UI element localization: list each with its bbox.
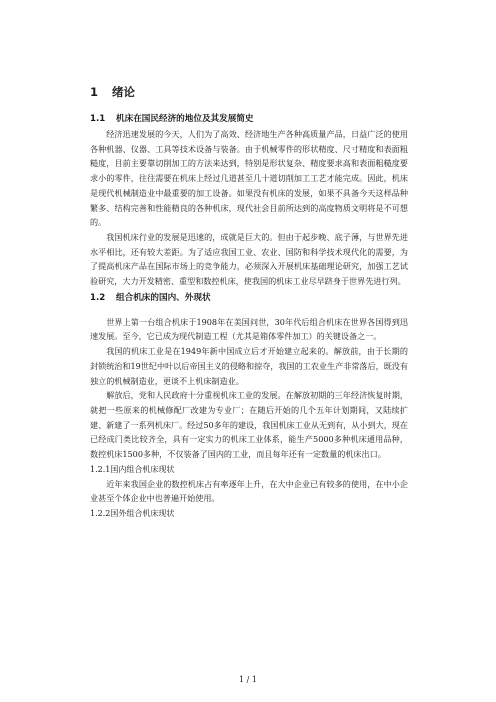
paragraph: 解放后，党和人民政府十分重视机床工业的发展。在解放初期的三年经济恢复时期，就把一些原来的机械修配厂改建为专业厂；在随后开始的几个五年计划期间，又陆续扩建、新建了一系列机床厂。经过50多年的建设，我国机床工业从无到有，从小到大，现在已经成门类比较齐全，具有一定实力的机床工业体系，能生产5000多种机床通用品种，数控机床1500多种，不仅装备了国内的工业，而且每年还有一定数量的机床出口。 [90, 390, 408, 460]
section-1-1-heading [90, 113, 408, 126]
chapter-heading [90, 84, 408, 100]
paragraph: 经济迅速发展的今天，人们为了高效、经济地生产各种高质量产品，日益广泛的使用各种机器、仪器、工具等技术设备与装备。由于机械零件的形状精度、尺寸精度和表面粗糙度，目前主要靠切削加工的方法来达到，特别是形状复杂、精度要求高和表面粗糙度要求小的零件，往往需要在机床上经过几道甚至几十道切削加工工艺才能完成。因此，机床是现代机械制造业中最重要的加工设备。如果没有机床的发展，如果不具备今天这样品种繁多、结构完善和性能精良的各种机床，现代社会目前所达到的高度物质文明将是不可想的。 [90, 129, 408, 228]
paragraph: 我国机床行业的发展是迅速的，成就是巨大的。但由于起步晚、底子薄，与世界先进水平相比，还有较大差距。为了适应我国工业、农业、国防和科学技术现代化的需要，为了提高机床产品在国际市场上的竞争能力，必须深入开展机床基础理论研究，加强工艺试验研究，大力开发精密、重型和数控机床，使我国的机床工业尽早跻身于世界先进行列。 [90, 231, 408, 287]
page-number: 1 / 1 [239, 675, 257, 684]
page-content [90, 84, 408, 521]
section-1-1-title: 机床在国民经济的地位及其发展简史 [116, 114, 254, 124]
section-1-1-number: 1.1 [90, 114, 106, 124]
paragraph: 我国的机床工业是在1949年新中国成立后才开始建立起来的。解放前，由于长期的封锁统治和19世纪中叶以后帝国主义的侵略和掠夺，我国的工农业生产非常落后，既没有独立的机械制造业，更谈不上机床制造业。 [90, 346, 408, 386]
section-1-2-heading [90, 292, 408, 305]
subsection-1-2-2-heading: 1.2.2国外组合机床现状 [90, 509, 175, 519]
spacer [90, 306, 408, 315]
chapter-title: 绪论 [112, 85, 135, 99]
subsection-1-2-1-heading: 1.2.1国内组合机床现状 [90, 464, 175, 474]
section-1-2-number: 1.2 [90, 292, 106, 303]
section-1-2-title: 组合机床的国内、外现状 [116, 292, 211, 303]
paragraph: 近年来我国企业的数控机床占有率逐年上升，在大中企业已有较多的使用，在中小企业甚至个体企业中也普遍开始使用。 [90, 478, 408, 504]
chapter-number: 1 [90, 85, 99, 99]
paragraph: 世界上第一台组合机床于1908年在美国问世，30年代后组合机床在世界各国得到迅速发展。至今，它已成为现代制造工程（尤其是箱体零件加工）的关键设备之一。 [90, 316, 408, 342]
